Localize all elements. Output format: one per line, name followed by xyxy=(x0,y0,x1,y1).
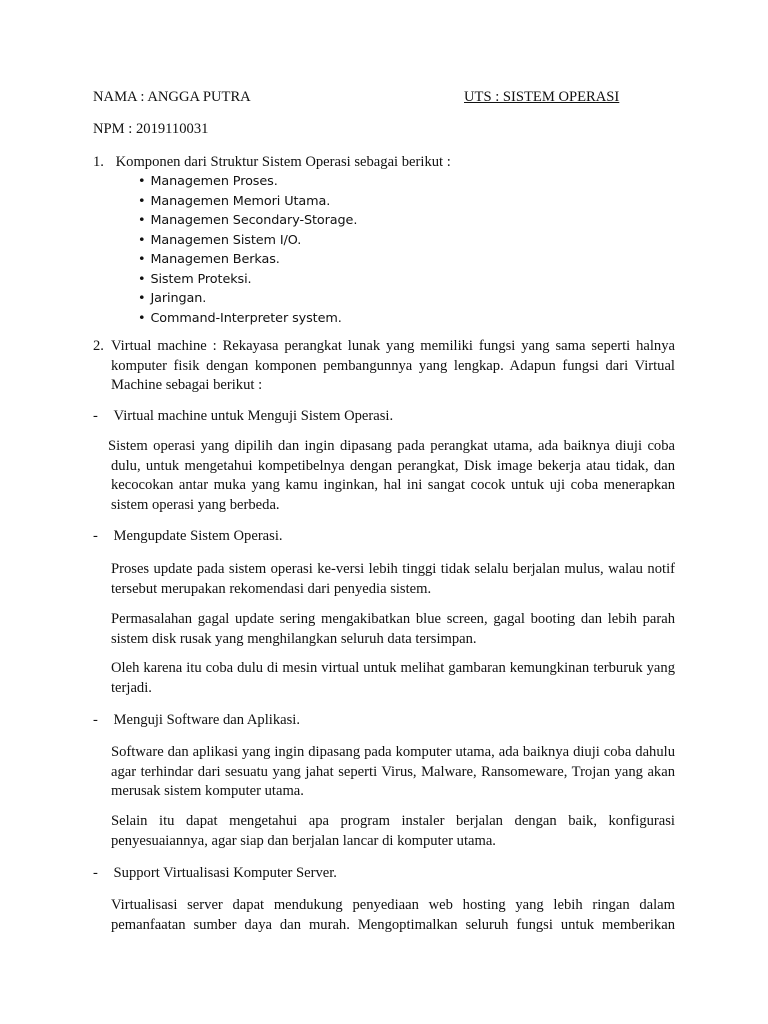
section-dash: - xyxy=(93,408,98,424)
section-heading: Menguji Software dan Aplikasi. xyxy=(113,712,300,728)
student-name: NAMA : ANGGA PUTRA xyxy=(93,89,251,105)
section-2-heading-row xyxy=(93,527,283,547)
question-1 xyxy=(93,153,693,173)
paragraph: Proses update pada sistem operasi ke-versi lebih tinggi tidak selalu berjalan mulus, walau notif tersebut merupakan rekomendasi dari penyedia sistem. xyxy=(111,561,675,597)
paragraph: Permasalahan gagal update sering mengakibatkan blue screen, gagal booting dan lebih parah sistem disk rusak yang menghilangkan seluruh data tersimpan. xyxy=(111,611,675,647)
section-dash: - xyxy=(93,865,98,881)
paragraph: Software dan aplikasi yang ingin dipasang pada komputer utama, ada baiknya diuji coba dahulu agar terhindar dari sesuatu yang jahat seperti Virus, Malware, Ransomeware, Trojan yang akan merusak sistem komputer utama. xyxy=(111,744,675,799)
question-2-intro: Virtual machine : Rekayasa perangkat lunak yang memiliki fungsi yang sama seperti halnya komputer fisik dengan komponen pembangunnya yang lengkap. Adapun fungsi dari Virtual Machine sebagai berikut : xyxy=(111,338,675,393)
paragraph: Virtualisasi server dapat mendukung penyediaan web hosting yang lebih ringan dalam pemanfaatan sumber daya dan murah. Mengoptimalkan seluruh fungsi untuk memberikan xyxy=(111,897,675,933)
list-item: • Managemen Proses. xyxy=(138,172,357,192)
question-2-number: 2. xyxy=(93,338,104,354)
section-dash: - xyxy=(93,528,98,544)
section-dash: - xyxy=(93,712,98,728)
list-item: • Jaringan. xyxy=(138,289,357,309)
section-4-heading-row xyxy=(93,864,337,884)
section-heading: Support Virtualisasi Komputer Server. xyxy=(113,865,337,881)
question-1-intro: Komponen dari Struktur Sistem Operasi sebagai berikut : xyxy=(115,154,451,170)
list-item: • Managemen Sistem I/O. xyxy=(138,231,357,251)
list-item: • Command-Interpreter system. xyxy=(138,309,357,329)
list-item: • Managemen Secondary-Storage. xyxy=(138,211,357,231)
list-item: • Managemen Memori Utama. xyxy=(138,192,357,212)
paragraph: Selain itu dapat mengetahui apa program instaler berjalan dengan baik, konfigurasi penyesuaiannya, agar siap dan berjalan lancar di komputer utama. xyxy=(111,813,675,849)
paragraph: Sistem operasi yang dipilih dan ingin dipasang pada perangkat utama, ada baiknya diuji coba dulu, untuk mengetahui kompetibelnya dengan perangkat, Disk image bekerja atau tidak, dan kecocokan antar muka yang kamu inginkan, hal ini sangat cocok untuk uji coba menerapkan sistem operasi yang berbeda. xyxy=(108,438,675,513)
list-item: • Sistem Proteksi. xyxy=(138,270,357,290)
section-3-heading-row xyxy=(93,711,300,731)
question-2 xyxy=(93,337,675,396)
paragraph: Oleh karena itu coba dulu di mesin virtual untuk melihat gambaran kemungkinan terburuk yang terjadi. xyxy=(111,660,675,696)
question-1-number: 1. xyxy=(93,154,104,170)
section-1-heading-row xyxy=(93,407,393,427)
section-heading: Mengupdate Sistem Operasi. xyxy=(113,528,283,544)
student-npm: NPM : 2019110031 xyxy=(93,121,209,137)
list-item: • Managemen Berkas. xyxy=(138,250,357,270)
component-list xyxy=(138,172,357,328)
exam-title: UTS : SISTEM OPERASI xyxy=(464,89,620,105)
section-heading: Virtual machine untuk Menguji Sistem Operasi. xyxy=(113,408,394,424)
